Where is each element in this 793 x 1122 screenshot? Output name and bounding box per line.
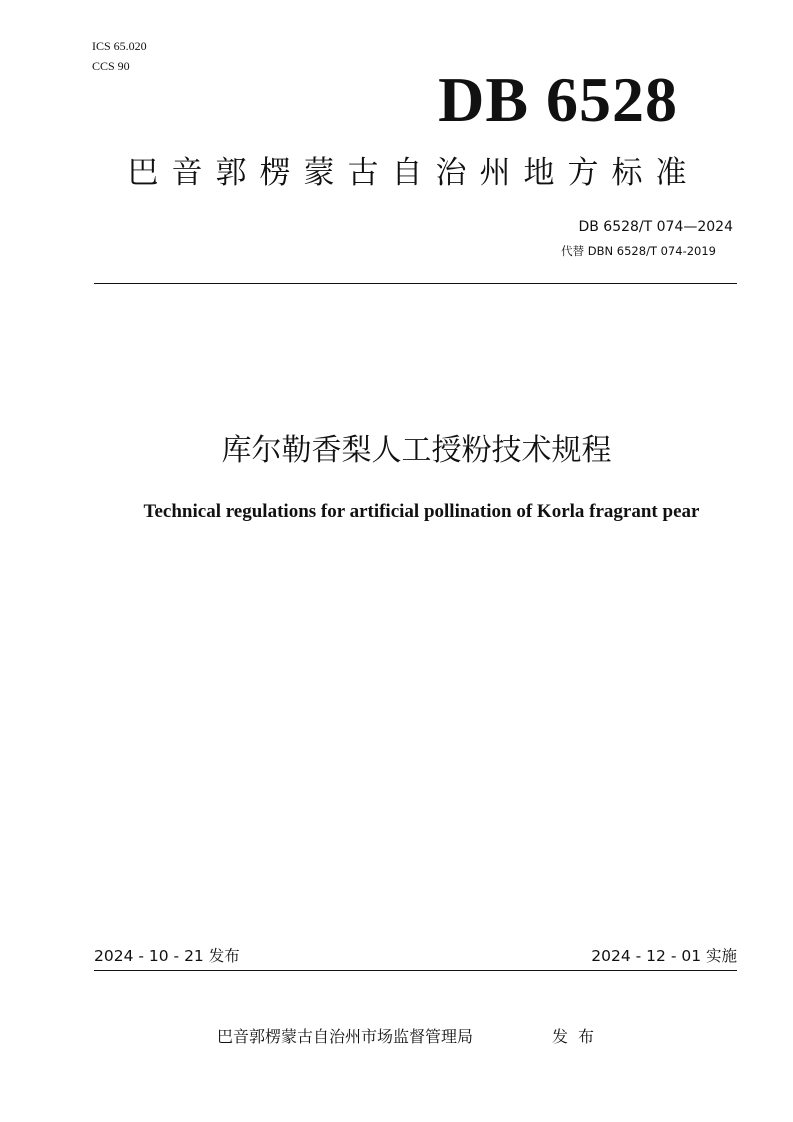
standard-number: DB 6528/T 074—2024 bbox=[578, 219, 733, 235]
implement-date: 2024 - 12 - 01 实施 bbox=[591, 947, 737, 965]
issuing-authority: 巴音郭楞蒙古自治州市场监督管理局 bbox=[217, 1027, 474, 1046]
replaces-standard: 代替 DBN 6528/T 074-2019 bbox=[561, 244, 716, 258]
ics-code: ICS 65.020 bbox=[92, 39, 147, 53]
header-divider bbox=[94, 283, 737, 284]
issue-label: 发布 bbox=[552, 1027, 605, 1046]
document-title-english: Technical regulations for artificial pollination of Korla fragrant pear bbox=[143, 501, 700, 522]
publish-date: 2024 - 10 - 21 发布 bbox=[94, 947, 240, 965]
standard-type-heading: 巴音郭楞蒙古自治州地方标准 bbox=[127, 155, 700, 191]
db-logo: DB 6528 bbox=[438, 64, 678, 135]
document-title-chinese: 库尔勒香梨人工授粉技术规程 bbox=[221, 433, 612, 468]
ccs-code: CCS 90 bbox=[92, 59, 130, 73]
footer-divider bbox=[94, 970, 737, 971]
